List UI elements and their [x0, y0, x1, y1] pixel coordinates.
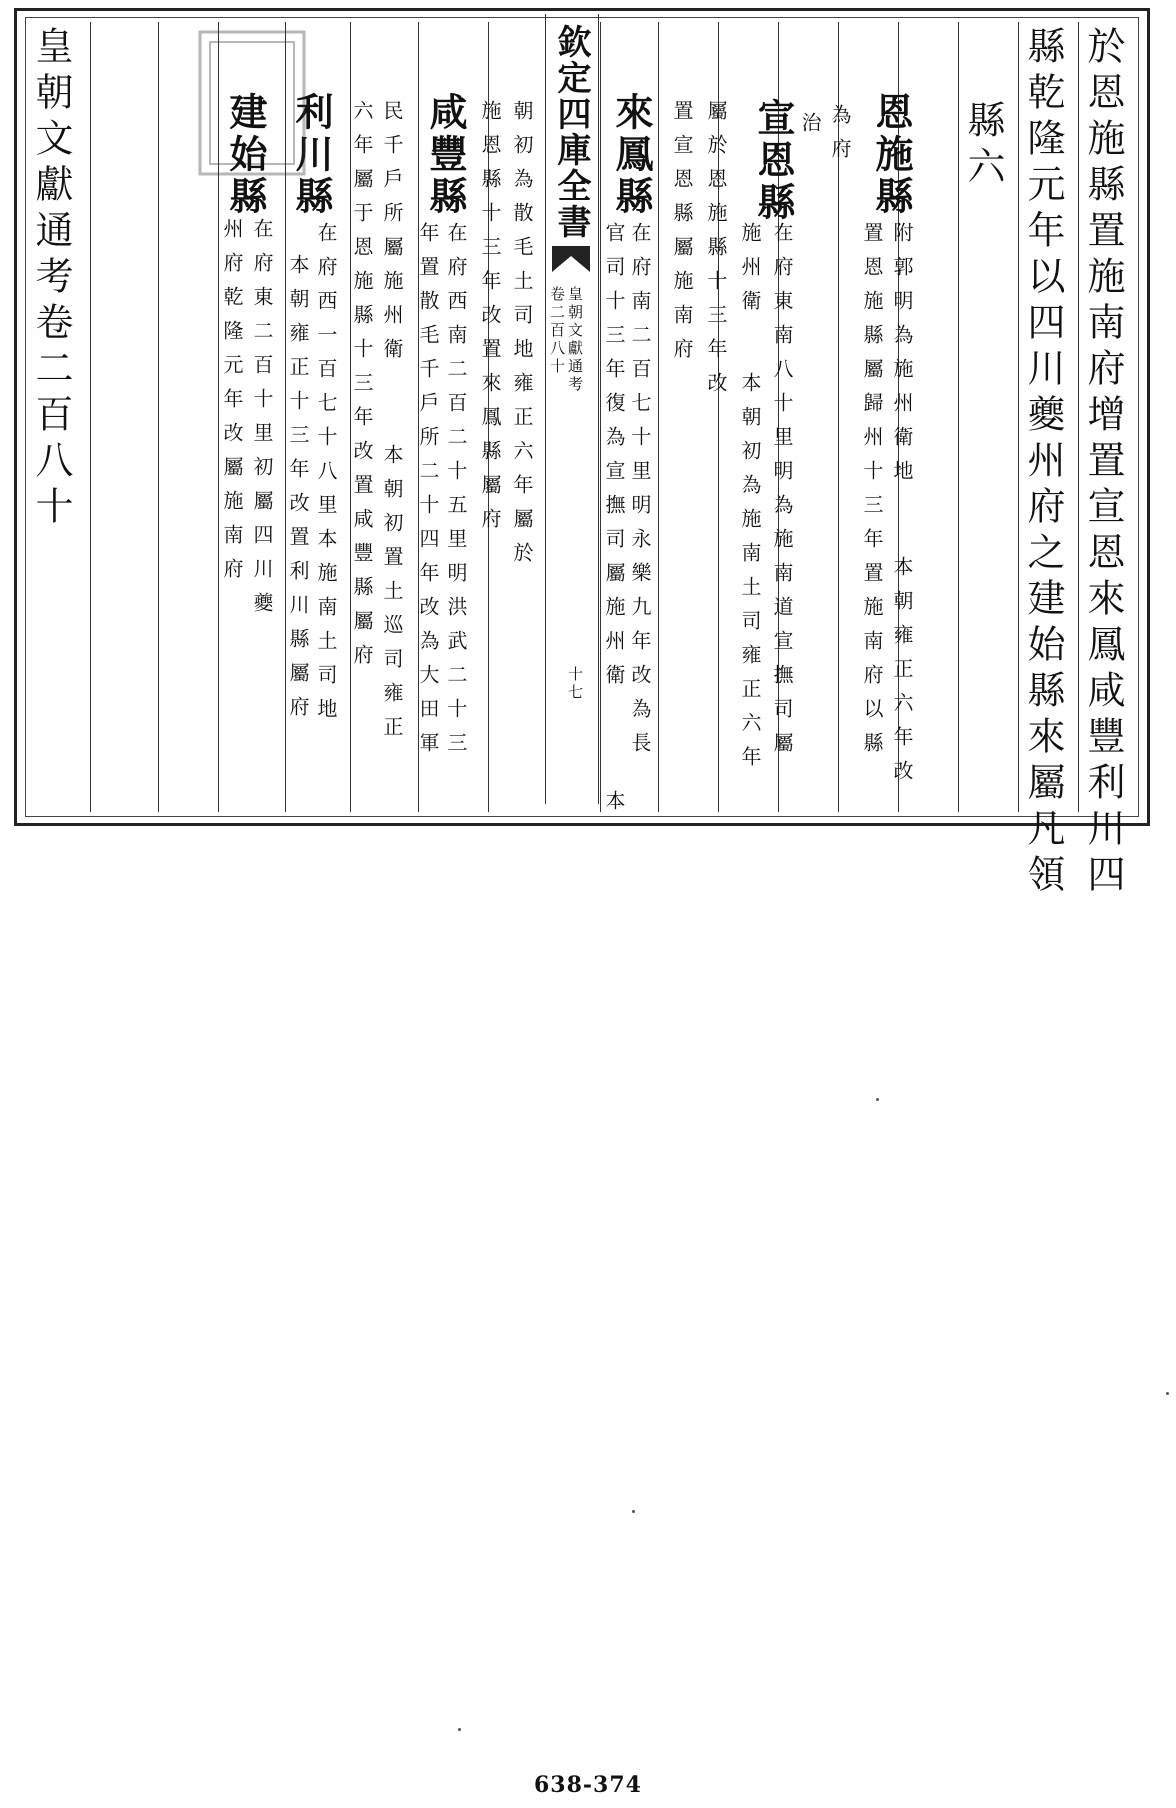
scan-speck [632, 1510, 635, 1513]
text-column-2: 縣乾隆元年以四川夔州府之建始縣來屬凡領 [1021, 26, 1065, 900]
column-rule [600, 22, 601, 812]
column-rule [958, 22, 959, 812]
column-rule [1078, 22, 1079, 812]
entry-heading-laifeng: 來鳳縣 [609, 92, 654, 218]
scan-speck [1166, 1392, 1169, 1395]
column-rule [158, 22, 159, 812]
annotation-xuanen-b: 施州衛 [738, 222, 762, 324]
center-folio: 十七 [566, 666, 584, 702]
annotation-laifeng-b: 官司十三年復為宣撫司屬施州衛 [602, 222, 626, 698]
text-column-book-title: 皇朝文獻通考卷二百八十 [29, 26, 73, 532]
annotation-enshi-b: 本朝雍正六年改 [890, 556, 914, 794]
annotation-xianfeng-a: 在府西南二百二十五里明洪武二十三 [444, 222, 468, 766]
entry-heading-xianfeng: 咸豐縣 [423, 92, 468, 218]
annotation-lichuan-b: 本朝雍正十三年改置利川縣屬府 [286, 254, 310, 730]
page-number: 638-374 [534, 1772, 642, 1798]
annotation-xuanen-e: 置宣恩縣屬施南府 [670, 100, 694, 372]
text-column-1: 於恩施縣置施南府增置宣恩來鳳咸豐利川四 [1081, 26, 1125, 900]
entry-heading-lichuan: 利川縣 [289, 92, 334, 218]
annotation-enshi-d: 為府 [828, 104, 852, 172]
entry-heading-jianshi: 建始縣 [223, 92, 268, 218]
entry-heading-xuanen: 宣恩縣 [751, 98, 796, 224]
scan-speck [458, 1728, 461, 1731]
annotation-laifeng-a: 在府南二百七十里明永樂九年改為長 [628, 222, 652, 766]
annotation-xuanen-d: 屬於恩施縣十三年改 [704, 100, 728, 406]
annotation-xianfeng-e: 六年屬于恩施縣十三年改置咸豐縣屬府 [350, 100, 374, 678]
annotation-xianfeng-b: 年置散毛千戶所二十四年改為大田軍 [416, 222, 440, 766]
scan-speck [876, 1098, 879, 1101]
center-book-title: 皇朝文獻通考 [566, 286, 584, 394]
column-rule [90, 22, 91, 812]
column-rule [658, 22, 659, 812]
fishtail-icon [552, 246, 590, 272]
annotation-xuanen-c: 本朝初為施南土司雍正六年 [738, 372, 762, 780]
center-title: 欽定四庫全書 [551, 24, 591, 240]
annotation-jianshi-a: 在府東二百十里初屬四川夔 [250, 218, 274, 626]
entry-heading-enshi: 恩施縣 [869, 92, 914, 218]
annotation-xianfeng-d: 本朝初置土巡司雍正 [380, 444, 404, 750]
annotation-laifeng-c: 本 [602, 790, 626, 824]
annotation-enshi-e: 治 [798, 112, 822, 146]
center-volume: 卷二百八十 [548, 286, 566, 376]
annotation-jianshi-b: 州府乾隆元年改屬施南府 [220, 218, 244, 592]
annotation-lichuan-a: 在府西一百七十八里本施南土司地 [314, 222, 338, 732]
annotation-laifeng-d: 朝初為散毛土司地雍正六年屬於 [510, 100, 534, 576]
annotation-xianfeng-c: 民千戶所屬施州衛 [380, 100, 404, 372]
annotation-enshi-a: 附郭明為施州衛地 [890, 222, 914, 494]
column-rule [1018, 22, 1019, 812]
text-column-3: 縣六 [961, 100, 1005, 192]
annotation-xuanen-a: 在府東南八十里明為施南道宣撫司屬 [770, 222, 794, 766]
annotation-enshi-c: 置恩施縣屬歸州十三年置施南府以縣 [860, 222, 884, 766]
annotation-laifeng-e: 施恩縣十三年改置來鳳縣屬府 [478, 100, 502, 542]
